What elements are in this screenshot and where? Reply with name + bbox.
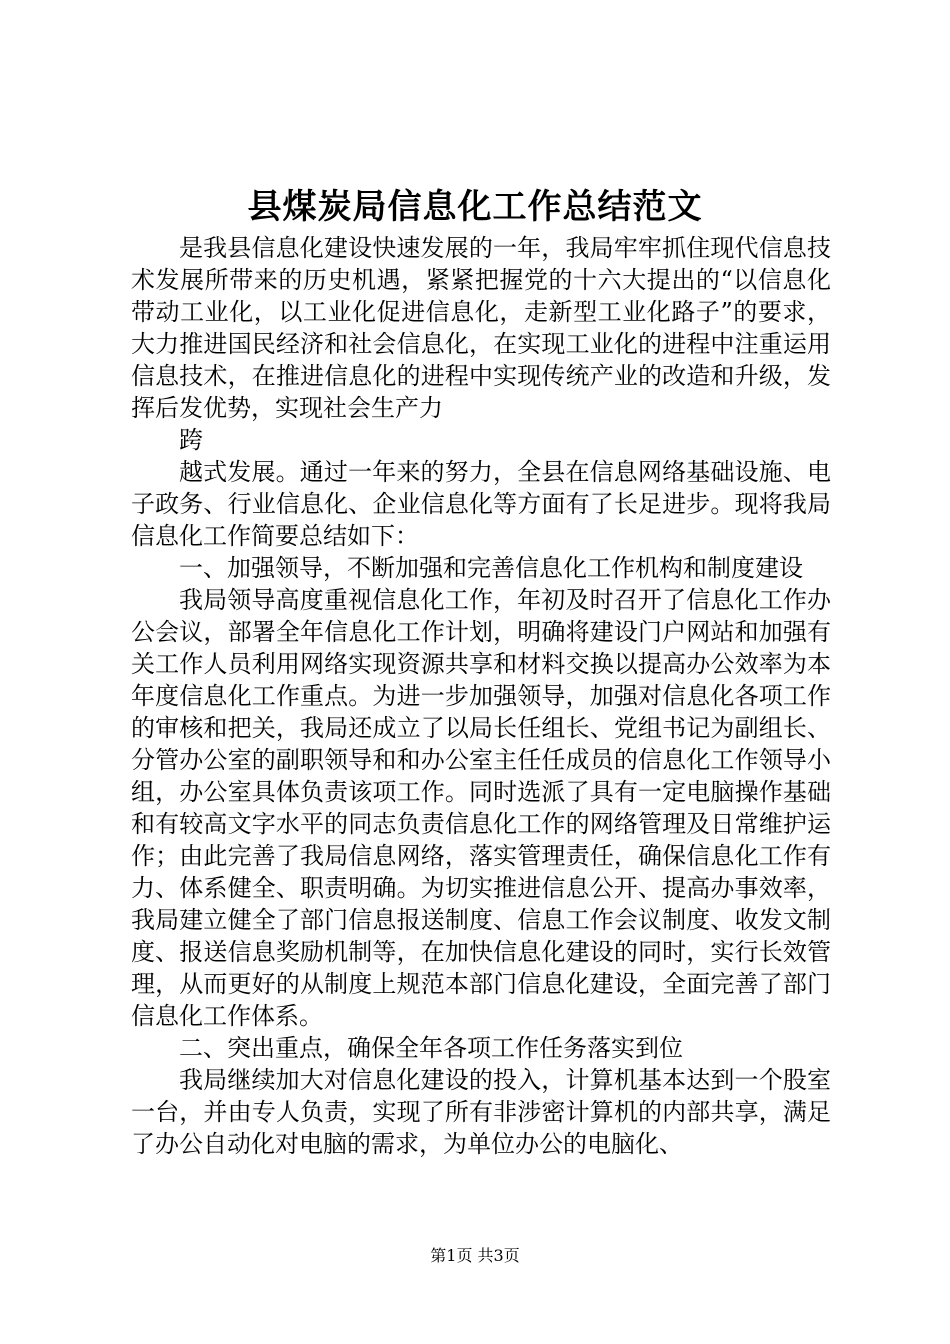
paragraph-progress: 越式发展。通过一年来的努力，全县在信息网络基础设施、电子政务、行业信息化、企业信息化等方面有了长足进步。现将我局信息化工作简要总结如下： — [131, 458, 831, 550]
section-heading-2: 二、突出重点，确保全年各项工作任务落实到位 — [179, 1034, 683, 1062]
paragraph-leadership: 我局领导高度重视信息化工作，年初及时召开了信息化工作办公会议，部署全年信息化工作计划，明确将建设门户网站和加强有关工作人员利用网络实现资源共享和材料交换以提高办公效率为本年度信息化工作重点。为进一步加强领导，加强对信息化各项工作的审核和把关，我局还成立了以局长任组长、党组书记为副组长、分管办公室的副职领导和和办公室主任任成员的信息化工作领导小组，办公室具体负责该项工作。同时选派了具有一定电脑操作基础和有较高文字水平的同志负责信息化工作的网络管理及日常维护运作；由此完善了我局信息网络，落实管理责任，确保信息化工作有力、体系健全、职责明确。为切实推进信息公开、提高办事效率，我局建立健全了部门信息报送制度、信息工作会议制度、收发文制度、报送信息奖励机制等，在加快信息化建设的同时，实行长效管理，从而更好的从制度上规范本部门信息化建设，全面完善了部门信息化工作体系。 — [131, 586, 831, 1030]
page-footer: 第1页 共3页 — [430, 1246, 520, 1265]
document-title: 县煤炭局信息化工作总结范文 — [247, 187, 703, 227]
paragraph-fragment: 跨 — [179, 426, 203, 454]
paragraph-investment: 我局继续加大对信息化建设的投入，计算机基本达到一个股室一台，并由专人负责，实现了所有非涉密计算机的内部共享，满足了办公自动化对电脑的需求，为单位办公的电脑化、 — [131, 1066, 831, 1158]
document-body — [131, 232, 831, 1160]
paragraph-intro: 是我县信息化建设快速发展的一年，我局牢牢抓住现代信息技术发展所带来的历史机遇，紧紧把握党的十六大提出的“以信息化带动工业化，以工业化促进信息化，走新型工业化路子”的要求，大力推进国民经济和社会信息化，在实现工业化的进程中注重运用信息技术，在推进信息化的进程中实现传统产业的改造和升级，发挥后发优势，实现社会生产力 — [131, 234, 831, 422]
section-heading-1: 一、加强领导，不断加强和完善信息化工作机构和制度建设 — [179, 554, 803, 582]
